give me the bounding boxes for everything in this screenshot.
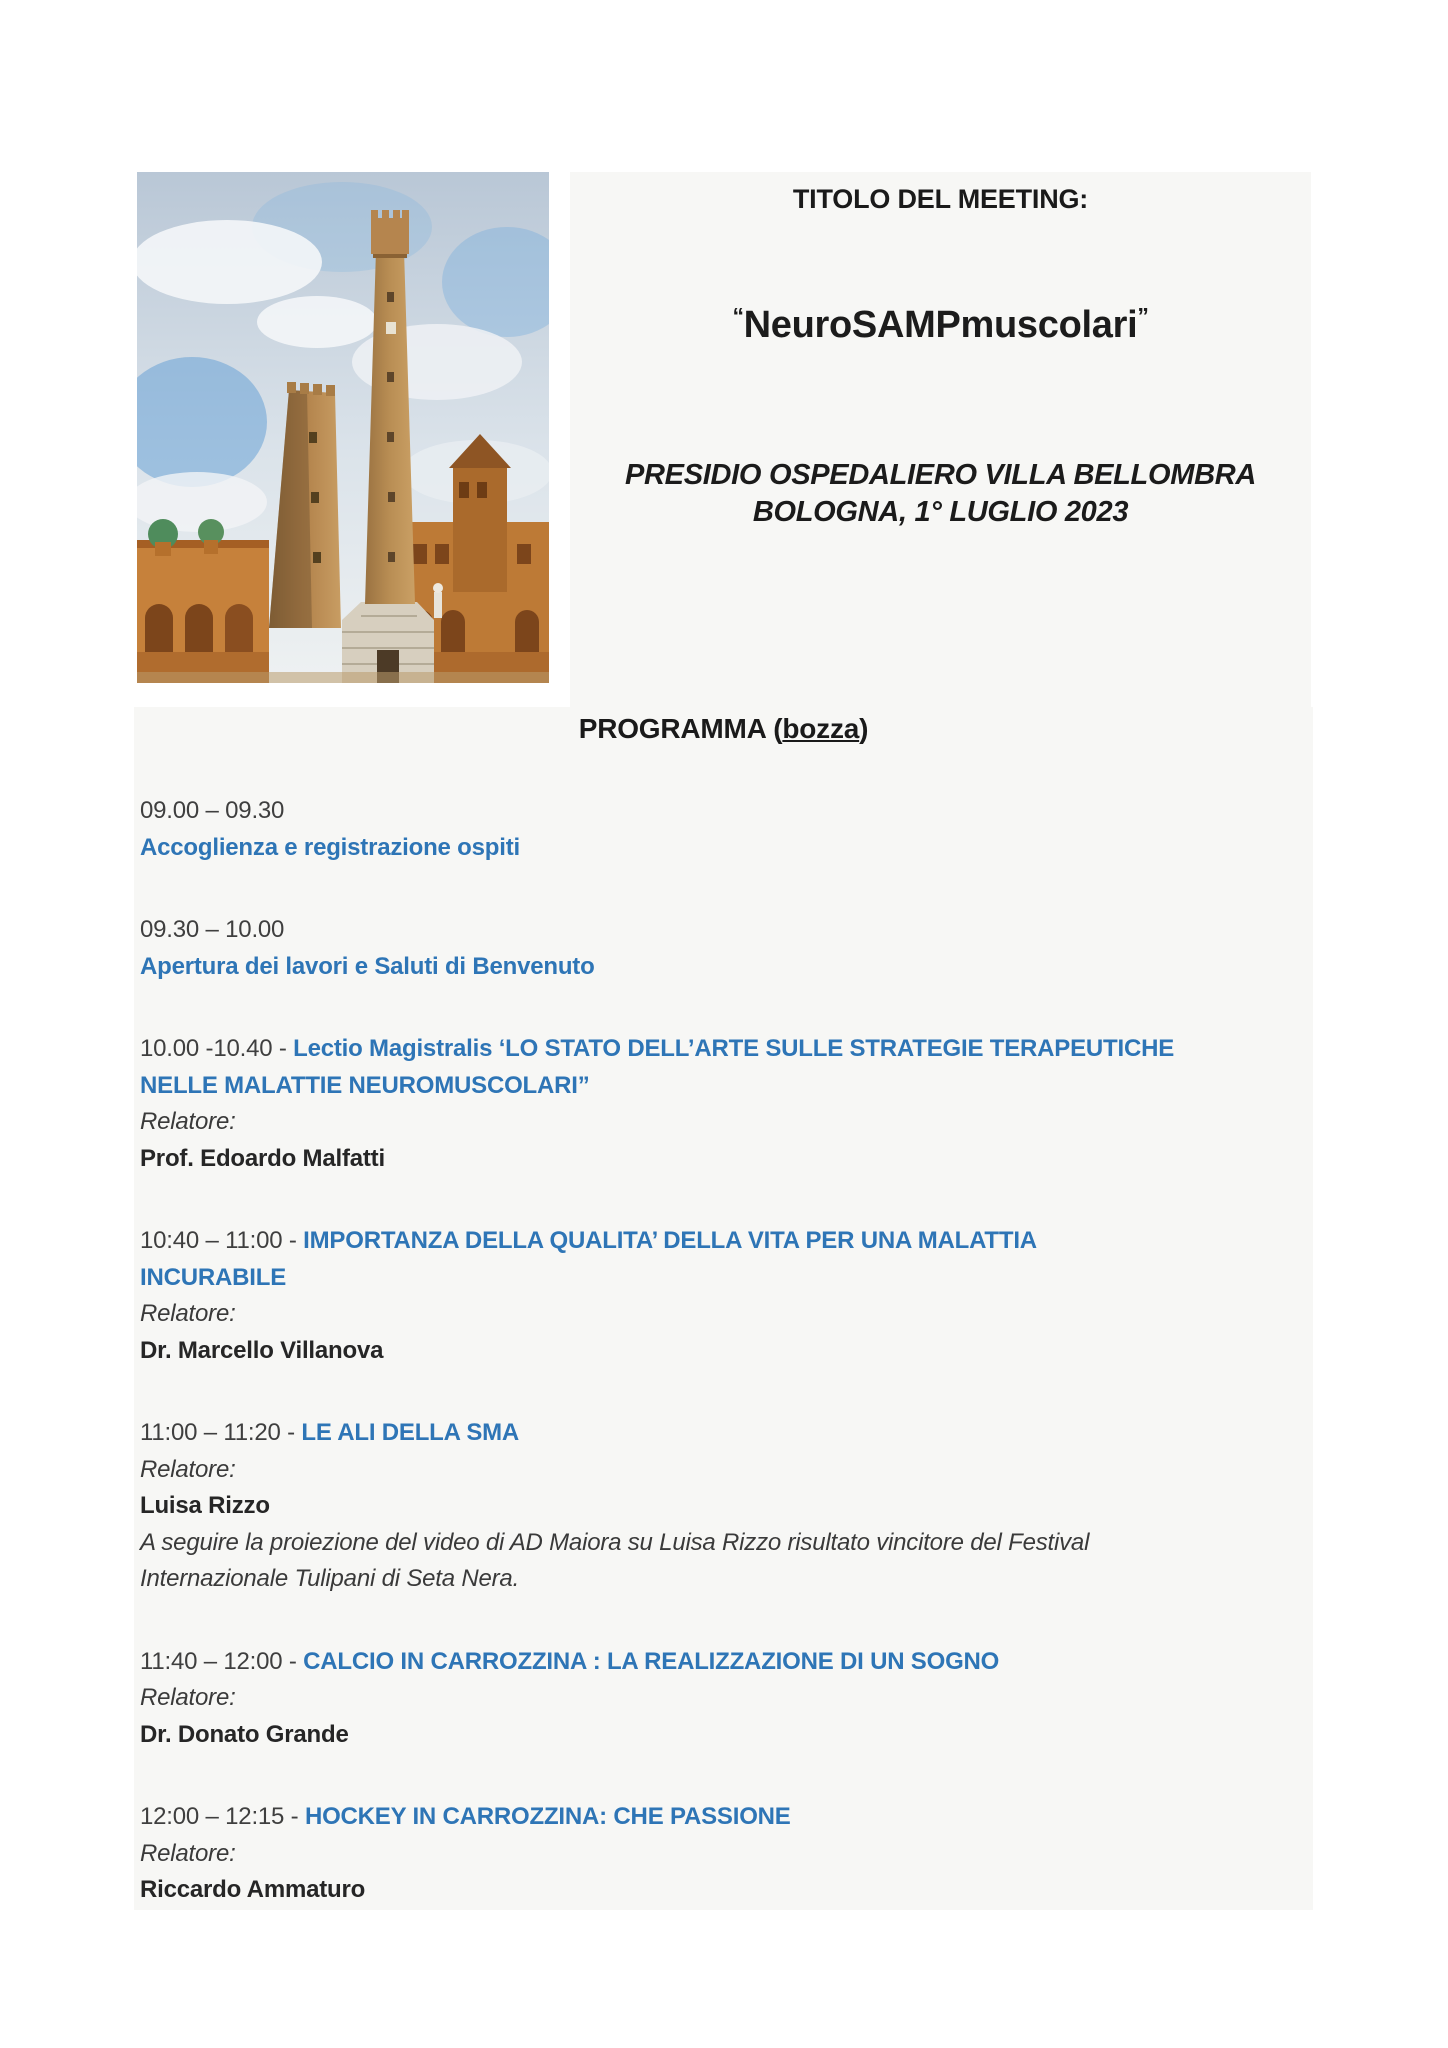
program-text-rel: Relatore:: [140, 1455, 236, 1483]
program-line: [140, 1525, 1313, 1562]
program-heading-prefix: PROGRAMMA (: [578, 713, 783, 744]
program-line: [140, 793, 1313, 830]
program-text-title: Apertura dei lavori e Saluti di Benvenuto: [140, 952, 595, 980]
venue-line-1: PRESIDIO OSPEDALIERO VILLA BELLOMBRA: [625, 459, 1256, 491]
program-text-rel: Relatore:: [140, 1684, 236, 1711]
program-line: [140, 1333, 1313, 1370]
program-line: [140, 949, 1313, 986]
venue-line-2: BOLOGNA, 1° LUGLIO 2023: [752, 496, 1129, 528]
program-text-note: Internazionale Tulipani di Seta Nera.: [140, 1565, 520, 1592]
program-session: [140, 1799, 1313, 1909]
program-text-title: NELLE MALATTIE NEUROMUSCOLARI”: [140, 1071, 590, 1099]
meeting-title-text: NeuroSAMPmuscolari: [743, 304, 1138, 346]
program-text-name: Luisa Rizzo: [140, 1492, 270, 1519]
close-quote: ”: [1137, 303, 1149, 329]
program-line: [140, 1296, 1313, 1333]
program-session: [140, 793, 1313, 866]
program-session: [140, 1223, 1313, 1369]
program-line: [140, 1452, 1313, 1489]
program-text-time: 11:40 – 12:00 -: [140, 1647, 304, 1675]
program-text-note: A seguire la proiezione del video di AD Maiora su Luisa Rizzo risultato vincitore del Festival: [140, 1528, 1090, 1556]
program-text-time: 12:00 – 12:15 -: [140, 1803, 305, 1830]
program-text-rel: Relatore:: [140, 1108, 236, 1135]
program-session: [140, 1031, 1313, 1177]
program-line: [140, 912, 1313, 949]
program-heading: [140, 710, 1307, 747]
program-line: [140, 1872, 1313, 1909]
program-sessions: [140, 793, 1313, 1909]
program-heading-bozza: bozza: [782, 713, 860, 744]
program-text-title: HOCKEY IN CARROZZINA: CHE PASSIONE: [304, 1803, 791, 1830]
meeting-title-box: [570, 172, 1311, 710]
program-text-time: 11:00 – 11:20 -: [140, 1419, 302, 1446]
program-line: [140, 1836, 1313, 1873]
program-line: [140, 1141, 1313, 1178]
program-panel: [134, 707, 1313, 1910]
program-text-title: Lectio Magistralis ‘LO STATO DELL’ARTE SULLE STRATEGIE TERAPEUTICHE: [293, 1035, 1175, 1062]
open-quote: “: [732, 303, 744, 329]
program-text-title: Accoglienza e registrazione ospiti: [140, 833, 520, 861]
program-text-time: 09.00 – 09.30: [140, 797, 285, 824]
program-session: [140, 1415, 1313, 1598]
program-line: [140, 1031, 1313, 1068]
two-towers-illustration: [137, 172, 549, 683]
program-line: [140, 1415, 1313, 1452]
program-line: [140, 1644, 1313, 1681]
program-text-title: IMPORTANZA DELLA QUALITA’ DELLA VITA PER UNA MALATTIA: [303, 1227, 1037, 1254]
meeting-title: [570, 296, 1311, 345]
program-text-name: Prof. Edoardo Malfatti: [140, 1144, 385, 1172]
program-line: [140, 1104, 1313, 1141]
program-session: [140, 912, 1313, 985]
meeting-label: TITOLO DEL MEETING:: [792, 184, 1089, 214]
program-line: [140, 1260, 1313, 1297]
program-line: [140, 1223, 1313, 1260]
program-line: [140, 1488, 1313, 1525]
two-towers-photo: [137, 172, 549, 683]
program-text-name: Riccardo Ammaturo: [140, 1876, 366, 1903]
program-text-name: Dr. Marcello Villanova: [140, 1336, 384, 1364]
program-text-title: CALCIO IN CARROZZINA : LA REALIZZAZIONE DI UN SOGNO: [303, 1647, 1000, 1675]
program-line: [140, 1561, 1313, 1598]
program-line: [140, 1680, 1313, 1717]
program-text-time: 09.30 – 10.00: [140, 916, 285, 943]
program-text-title: LE ALI DELLA SMA: [301, 1419, 520, 1446]
program-text-rel: Relatore:: [140, 1839, 236, 1867]
program-line: [140, 1068, 1313, 1105]
program-session: [140, 1644, 1313, 1754]
program-line: [140, 1799, 1313, 1836]
program-text-name: Dr. Donato Grande: [140, 1720, 349, 1748]
program-text-rel: Relatore:: [140, 1300, 236, 1327]
program-line: [140, 830, 1313, 867]
program-text-time: 10:40 – 11:00 -: [140, 1227, 304, 1254]
venue-block: [570, 457, 1311, 531]
program-line: [140, 1717, 1313, 1754]
program-text-title: INCURABILE: [140, 1263, 286, 1291]
program-heading-suffix: ): [859, 713, 869, 744]
program-text-time: 10.00 -10.40 -: [140, 1035, 294, 1062]
